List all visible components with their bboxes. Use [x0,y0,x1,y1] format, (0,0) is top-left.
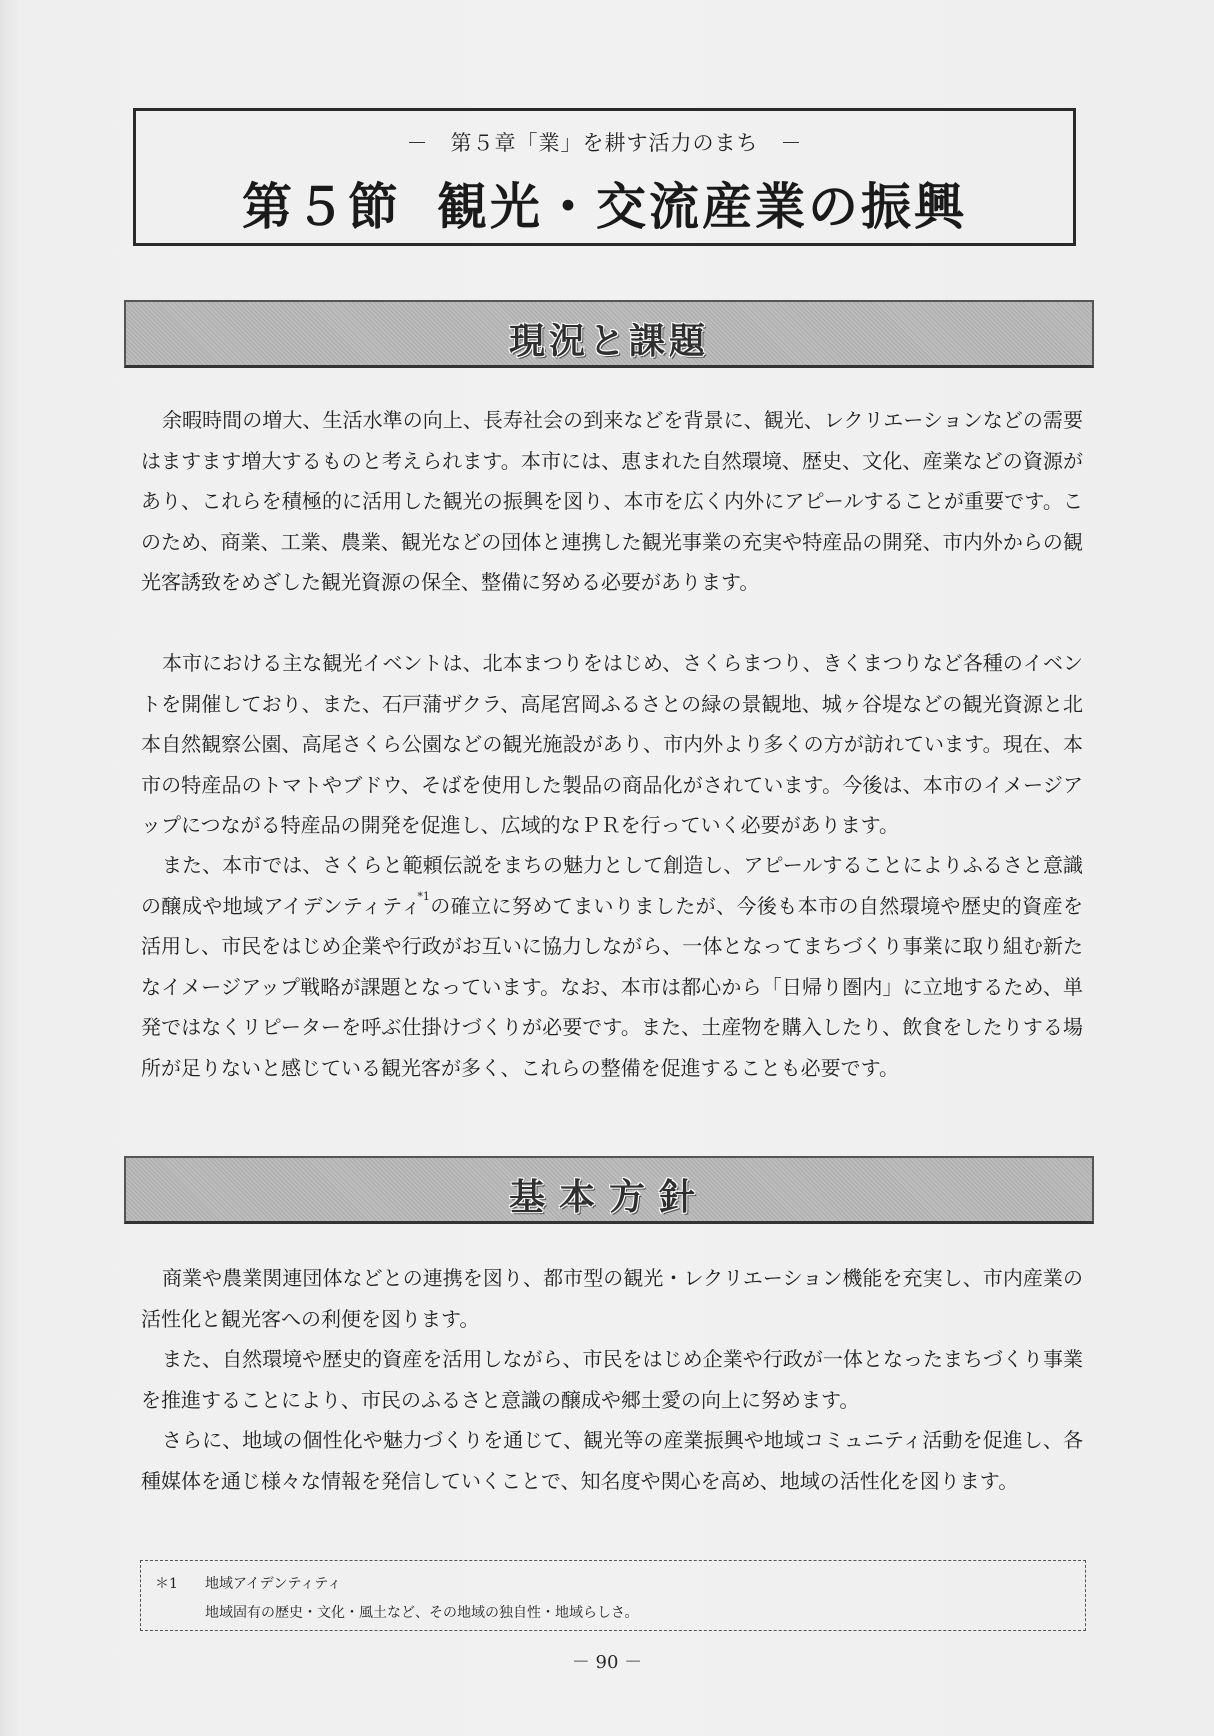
title-box [133,108,1076,246]
section-title-text: 観光・交流産業の振興 [437,178,967,236]
chapter-line: － 第５章「業」を耕す活力のまち － [406,131,803,155]
status-paragraph-3-part1: また、本市では、さくらと範頼伝説をまちの魅力として創造し、アピールすることによりふるさと意識の醸成や地域アイデンティティ [141,853,1083,918]
policy-paragraph-1: 商業や農業関連団体などとの連携を図り、都市型の観光・レクリエーション機能を充実し、市内産業の活性化と観光客への利便を図ります。 [141,1266,1083,1331]
footnote-mark: ＊1 [155,1576,178,1592]
current-status-banner [124,300,1094,368]
section-label: 第５節 [242,178,401,236]
status-paragraph-1: 余暇時間の増大、生活水準の向上、長寿社会の到来などを背景に、観光、レクリエーションなどの需要はますます増大するものと考えられます。本市には、恵まれた自然環境、歴史、文化、産業などの資源があり、これらを積極的に活用した観光の振興を図り、本市を広く内外にアピールすることが重要です。このため、商業、工業、農業、観光などの団体と連携した観光事業の充実や特産品の開発、市内外からの観光客誘致をめざした観光資源の保全、整備に努める必要があります。 [141,408,1083,594]
section-title [136,167,1073,239]
policy-paragraph-3: さらに、地域の個性化や魅力づくりを通じて、観光等の産業振興や地域コミュニティ活動を促進し、各種媒体を通じ様々な情報を発信していくことで、知名度や関心を高め、地域の活性化を図ります。 [141,1428,1083,1493]
page-number: － 90 － [571,1652,643,1673]
status-paragraph-2: 本市における主な観光イベントは、北本まつりをはじめ、さくらまつり、きくまつりなど各種のイベントを開催しており、また、石戸蒲ザクラ、高尾宮岡ふるさとの緑の景観地、城ヶ谷堤などの観光資源と北本自然観察公園、高尾さくら公園などの観光施設があり、市内外より多くの方が訪れています。現在、本市の特産品のトマトやブドウ、そばを使用した製品の商品化がされています。今後は、本市のイメージアップにつながる特産品の開発を促進し、広域的なＰＲを行っていく必要があります。 [141,651,1083,837]
footnote-reference: *1 [417,889,430,903]
current-status-heading: 現況と課題 [508,321,709,362]
footnote-box [140,1560,1086,1631]
status-paragraph-3 [141,845,1083,1088]
policy-paragraph-2: また、自然環境や歴史的資産を活用しながら、市民をはじめ企業や行政が一体となったまちづくり事業を推進することにより、市民のふるさと意識の醸成や郷土愛の向上に努めます。 [141,1347,1083,1412]
basic-policy-heading: 基本方針 [508,1177,709,1218]
status-paragraph-3-part2: の確立に努めてまいりましたが、今後も本市の自然環境や歴史的資産を活用し、市民をはじめ企業や行政がお互いに協力しながら、一体となってまちづくり事業に取り組む新たなイメージアップ戦略が課題となっています。なお、本市は都心から「日帰り圏内」に立地するため、単発ではなくリピーターを呼ぶ仕掛けづくりが必要です。また、土産物を購入したり、飲食をしたりする場所が足りないと感じている観光客が多く、これらの整備を促進することも必要です。 [141,893,1084,1080]
footnote-definition: 地域固有の歴史・文化・風土など、その地域の独自性・地域らしさ。 [205,1605,639,1621]
basic-policy-banner [124,1156,1094,1224]
footnote-term: 地域アイデンティティ [205,1576,342,1592]
